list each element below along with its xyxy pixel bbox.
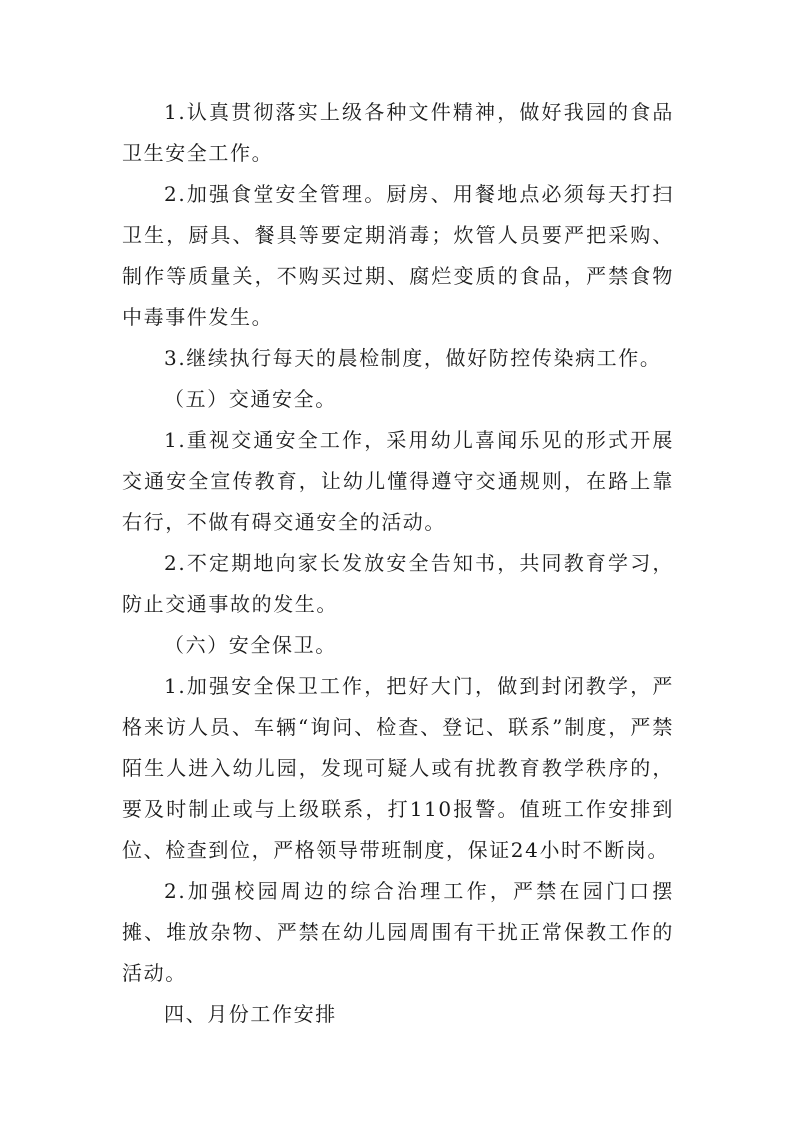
section-heading-traffic-safety: （五）交通安全。 <box>164 387 337 411</box>
paragraph-traffic-safety-2: 2.不定期地向家长发放安全告知书，共同教育学习，防止交通事故的发生。 <box>122 551 674 616</box>
paragraph-food-safety-2: 2.加强食堂安全管理。厨房、用餐地点必须每天打扫卫生，厨具、餐具等要定期消毒；炊管人员要严把采购、制作等质量关，不购买过期、腐烂变质的食品，严禁食物中毒事件发生。 <box>122 182 674 329</box>
paragraph-food-safety-1: 1.认真贯彻落实上级各种文件精神，做好我园的食品卫生安全工作。 <box>122 100 674 165</box>
document-body <box>122 92 674 1035</box>
section-heading-monthly-plan: 四、月份工作安排 <box>164 1002 337 1026</box>
paragraph-traffic-safety-1: 1.重视交通安全工作，采用幼儿喜闻乐见的形式开展交通安全宣传教育，让幼儿懂得遵守交通规则，在路上靠右行，不做有碍交通安全的活动。 <box>122 428 674 534</box>
paragraph-security-1: 1.加强安全保卫工作，把好大门，做到封闭教学，严格来访人员、车辆“询问、检查、登记、联系”制度，严禁陌生人进入幼儿园，发现可疑人或有扰教育教学秩序的，要及时制止或与上级联系，打110报警。值班工作安排到位、检查到位，严格领导带班制度，保证24小时不断岗。 <box>122 674 674 862</box>
paragraph-security-2: 2.加强校园周边的综合治理工作，严禁在园门口摆摊、堆放杂物、严禁在幼儿园周围有干扰正常保教工作的活动。 <box>122 879 674 985</box>
section-heading-security: （六）安全保卫。 <box>164 633 337 657</box>
paragraph-food-safety-3: 3.继续执行每天的晨检制度，做好防控传染病工作。 <box>164 346 662 370</box>
